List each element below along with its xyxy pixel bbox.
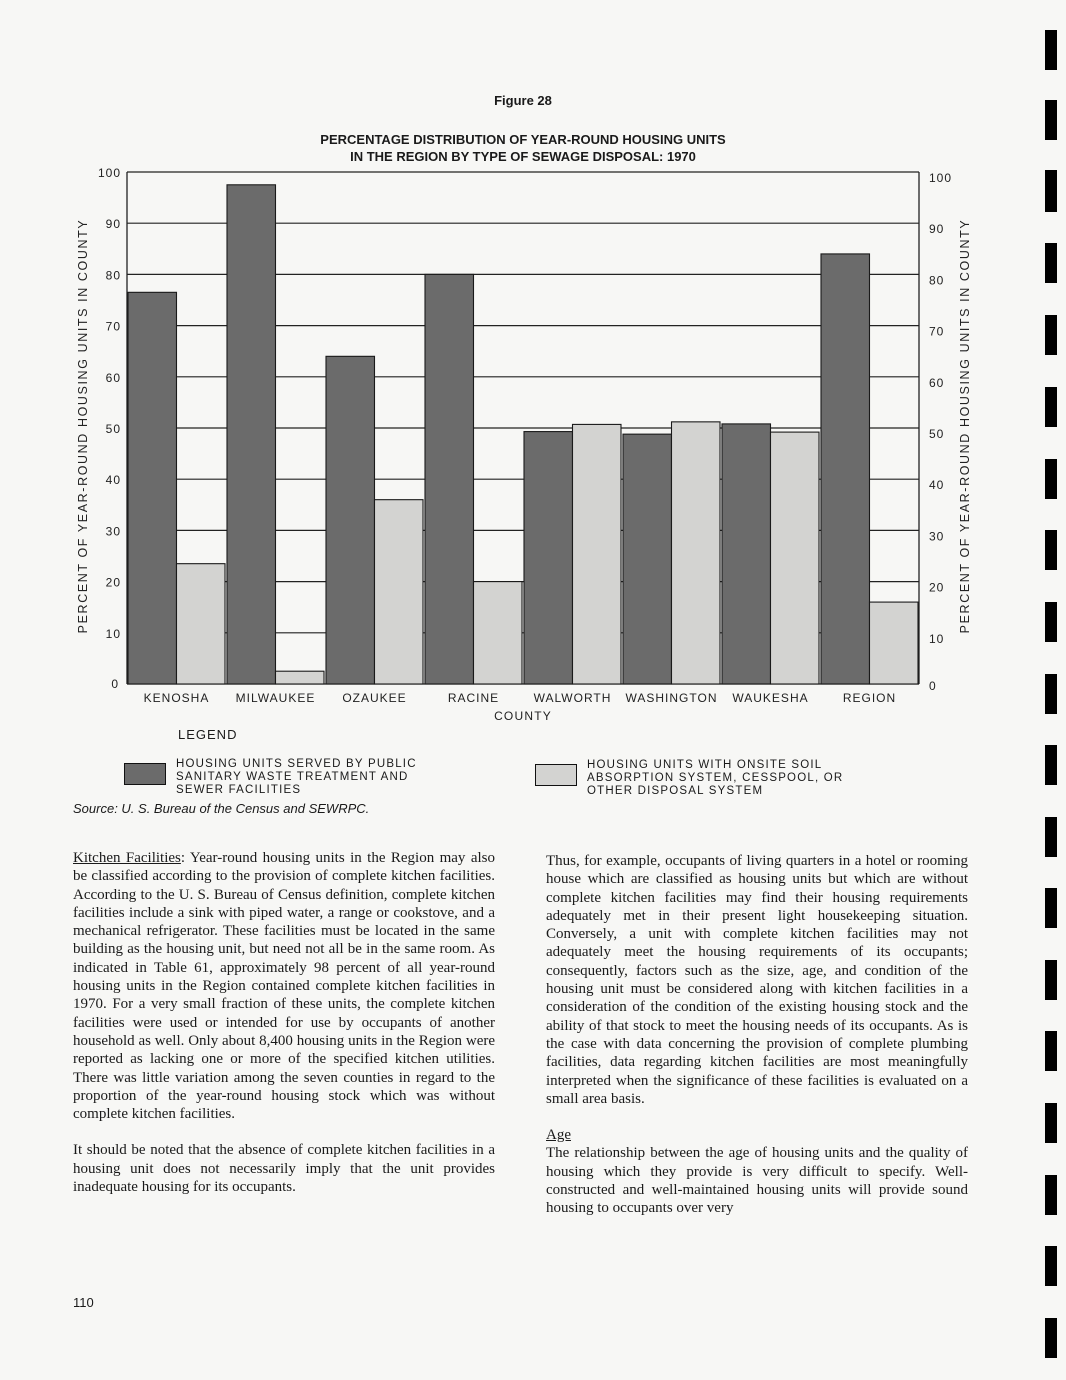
y-tick-label-right: 90: [929, 222, 945, 237]
y-tick-label-left: 50: [105, 422, 121, 436]
y-tick-label-left: 80: [105, 268, 121, 283]
y-tick-label-left: 100: [97, 166, 121, 180]
y-tick-label-right: 60: [929, 375, 945, 390]
edge-mark: [1045, 530, 1057, 570]
edge-mark: [1045, 387, 1057, 427]
bar-onsite: [276, 671, 325, 684]
legend-swatch-onsite: [535, 764, 577, 786]
chart-title-line1: PERCENTAGE DISTRIBUTION OF YEAR-ROUND HOUSING UNITS: [320, 132, 726, 147]
edge-mark: [1045, 1175, 1057, 1215]
bar-public-sewer: [326, 356, 375, 684]
scan-edge-marks: [1043, 0, 1063, 1380]
x-tick-label: RACINE: [447, 691, 500, 705]
page-number: 110: [73, 1295, 94, 1310]
bar-onsite: [771, 432, 820, 684]
edge-mark: [1045, 817, 1057, 857]
legend-line: OTHER DISPOSAL SYSTEM: [587, 785, 764, 797]
heading-age: [546, 1126, 968, 1144]
edge-mark: [1045, 30, 1057, 70]
x-tick-label: KENOSHA: [143, 691, 210, 705]
bar-public-sewer: [524, 432, 573, 684]
legend-text-public-sewer: [176, 758, 417, 797]
left-column: [73, 849, 495, 1214]
x-tick-label: REGION: [842, 691, 897, 705]
y-tick-label-left: 30: [105, 524, 121, 539]
bar-onsite: [672, 422, 721, 684]
edge-mark: [1045, 243, 1057, 283]
y-tick-label-left: 10: [105, 626, 121, 641]
paragraph-age: The relationship between the age of housing units and the quality of housing which they provide is very difficult to specify. Well-constructed and well-maintained housing units will provide sound housing to occupants over very: [546, 1145, 968, 1217]
bar-public-sewer: [425, 274, 474, 684]
x-tick-label: OZAUKEE: [342, 691, 407, 705]
x-axis-title: COUNTY: [494, 709, 552, 723]
y-tick-label-right: 70: [929, 324, 945, 339]
edge-mark: [1045, 1246, 1057, 1286]
edge-mark: [1045, 602, 1057, 642]
legend-line: SANITARY WASTE TREATMENT AND: [176, 771, 409, 783]
x-tick-label: WAUKESHA: [732, 691, 809, 705]
y-tick-label-left: 70: [105, 319, 121, 334]
paragraph-thus: Thus, for example, occupants of living quarters in a hotel or rooming house which are classified as housing units but which are without complete kitchen facilities may find their housing requirements adequately met in their present light housekeeping situation. Conversely, a unit with complete kitchen facilities may not adequately meet the housing requirements of its occupants; consequently, factors such as the size, age, and condition of the housing unit must be considered along with kitchen facilities in a consideration of the condition of the existing housing stock and the ability of that stock to meet the housing needs of its occupants. As is the case with data concerning the provision of complete plumbing facilities, data regarding kitchen facilities are most meaningfully interpreted when the significance of these facilities is evaluated on a small area basis.: [546, 853, 968, 1107]
y-tick-label-right: 30: [929, 529, 945, 544]
bar-public-sewer: [821, 254, 870, 684]
edge-mark: [1045, 1103, 1057, 1143]
y-tick-label-left: 60: [105, 370, 121, 385]
legend-line: SEWER FACILITIES: [176, 784, 302, 796]
y-tick-label-right: 100: [929, 171, 953, 185]
legend-line: HOUSING UNITS WITH ONSITE SOIL: [587, 759, 823, 771]
heading-age-text: Age: [546, 1127, 571, 1144]
legend-line: ABSORPTION SYSTEM, CESSPOOL, OR: [587, 772, 844, 784]
edge-mark: [1045, 459, 1057, 499]
heading-kitchen-facilities: Kitchen Facilities: [73, 850, 181, 866]
edge-mark: [1045, 960, 1057, 1000]
bar-public-sewer: [227, 185, 276, 684]
bar-onsite: [375, 500, 424, 684]
edge-mark: [1045, 315, 1057, 355]
y-tick-label-right: 80: [929, 273, 945, 288]
bar-public-sewer: [623, 434, 672, 684]
paragraph-text: : Year-round housing units in the Region may also be classified according to the provision of complete kitchen facilities. According to the U. S. Bureau of Census definition, complete kitchen facilities include a sink with piped water, a range or cookstove, and a mechanical refrigerator. These facilities must be located in the same building as the housing unit, but need not all be in the same room. As indicated in Table 61, approximately 98 percent of all year-round housing units in the Region contained complete kitchen facilities in 1970. For a very small fraction of these units, the complete kitchen facilities were used or intended for use by occupants of another household as well. Only about 8,400 housing units in the Region were reported as lacking one or more of the specified kitchen utilities. There was little variation among the seven counties in regard to the proportion of the year-round housing stock which was without complete kitchen facilities.: [73, 850, 495, 1123]
y-tick-label-left: 0: [111, 677, 118, 691]
y-tick-label-left: 90: [105, 217, 121, 232]
chart-title-line2: IN THE REGION BY TYPE OF SEWAGE DISPOSAL: 1970: [350, 149, 696, 164]
x-tick-label: WASHINGTON: [625, 691, 718, 705]
legend-line: HOUSING UNITS SERVED BY PUBLIC: [176, 758, 417, 770]
y-tick-label-right: 20: [929, 580, 945, 595]
y-axis-title-right: PERCENT OF YEAR-ROUND HOUSING UNITS IN COUNTY: [958, 218, 972, 634]
y-axis-title-left: PERCENT OF YEAR-ROUND HOUSING UNITS IN COUNTY: [76, 218, 90, 634]
edge-mark: [1045, 674, 1057, 714]
y-tick-label-left: 40: [105, 473, 121, 488]
edge-mark: [1045, 888, 1057, 928]
legend-swatch-public-sewer: [124, 763, 166, 785]
right-column: [546, 852, 968, 1236]
legend-text-onsite: [587, 759, 843, 798]
bar-onsite: [177, 564, 226, 684]
figure-label: Figure 28: [494, 93, 552, 108]
edge-mark: [1045, 1031, 1057, 1071]
bar-public-sewer: [722, 424, 771, 684]
edge-mark: [1045, 100, 1057, 140]
edge-mark: [1045, 745, 1057, 785]
paragraph-absence: It should be noted that the absence of complete kitchen facilities in a housing unit does not necessarily imply that the unit provides inadequate housing for its occupants.: [73, 1142, 495, 1196]
legend-title: LEGEND: [178, 727, 238, 742]
edge-mark: [1045, 170, 1057, 212]
y-tick-label-right: 0: [929, 679, 937, 693]
edge-mark: [1045, 1318, 1057, 1358]
bar-public-sewer: [128, 292, 177, 684]
bar-onsite: [870, 602, 919, 684]
source-note: Source: U. S. Bureau of the Census and SEWRPC.: [73, 801, 370, 816]
y-tick-label-right: 40: [929, 478, 945, 493]
x-tick-label: MILWAUKEE: [235, 691, 316, 705]
bar-onsite: [573, 424, 622, 684]
bar-onsite: [474, 582, 523, 684]
x-tick-label: WALWORTH: [533, 691, 612, 705]
chart-bars: [128, 185, 918, 684]
y-tick-label-right: 10: [929, 631, 945, 646]
y-tick-label-left: 20: [105, 575, 121, 590]
y-tick-label-right: 50: [929, 427, 945, 441]
paragraph-kitchen: [73, 849, 495, 1123]
